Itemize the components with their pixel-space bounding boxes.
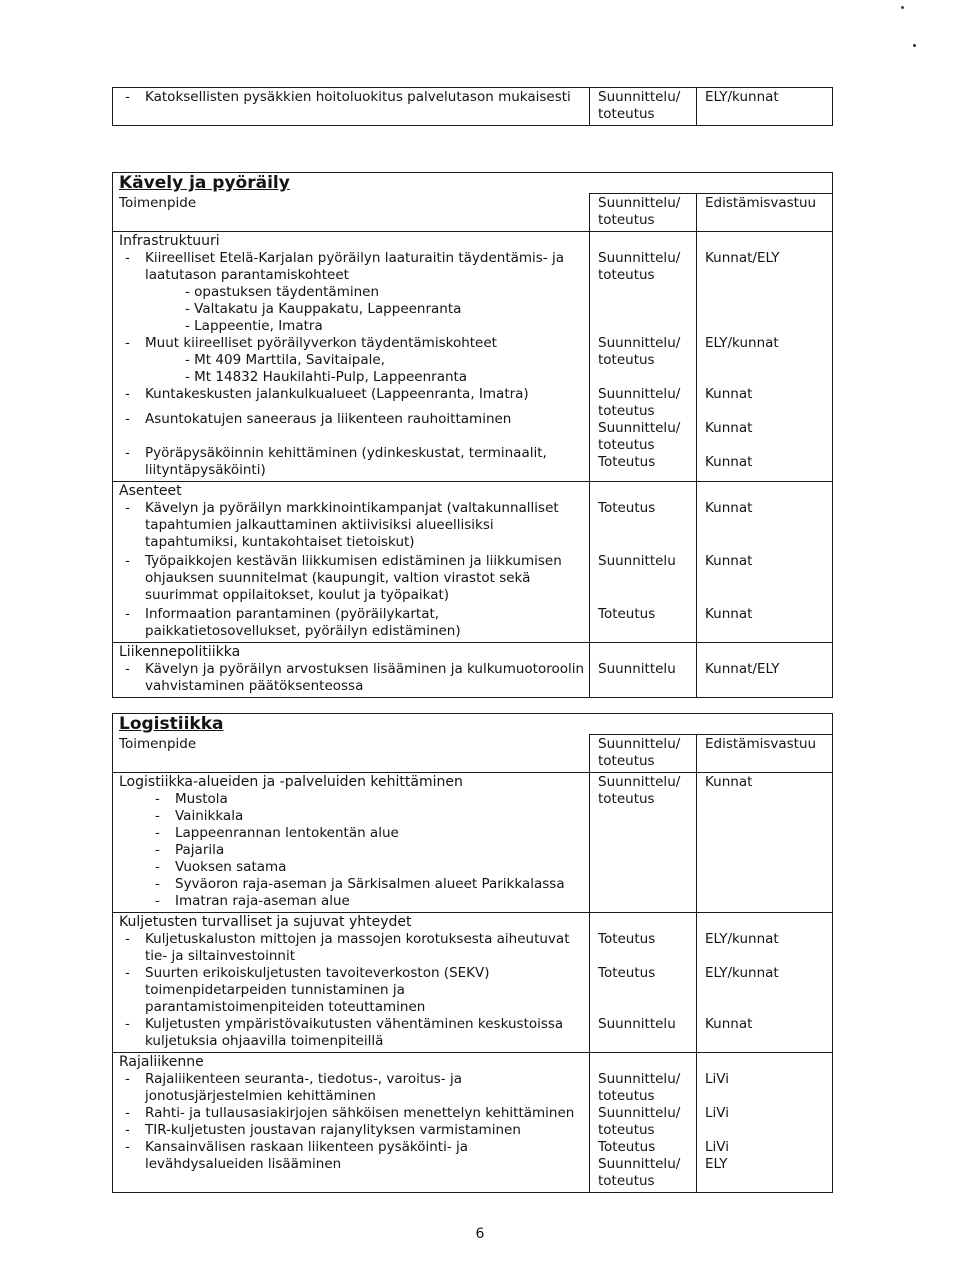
table-row (113, 88, 833, 126)
phase-cell: Suunnittelu/ toteutus Suunnittelu/ toteutus Suunnittelu/ toteutus Suunnittelu/ toteutus Toteutus (590, 232, 697, 482)
list-item: - Kuntakeskusten jalankulkualueet (Lappeenranta, Imatra) (119, 386, 585, 403)
col-header-phase: Suunnittelu/ toteutus (590, 735, 697, 773)
list-item: - Imatran raja-aseman alue (149, 893, 585, 910)
responsible-cell: LiVi LiVi LiVi ELY (697, 1053, 833, 1193)
top-table (112, 87, 833, 126)
list-item: - Rajaliikenteen seuranta-, tiedotus-, varoitus- ja jonotusjärjestelmien kehittäminen (119, 1071, 585, 1105)
col-header-action: Toimenpide (113, 194, 590, 232)
list-item: - Suurten erikoiskuljetusten tavoiteverkoston (SEKV) toimenpidetarpeiden tunnistaminen ja parantamistoimenpiteiden toteuttaminen (119, 965, 585, 1016)
subsection-heading: Asenteet (119, 483, 182, 499)
header-row (113, 194, 833, 232)
list-item: - Kiireelliset Etelä-Karjalan pyöräilyn laaturaitin täydentämis- ja laatutason parantamiskohteet - opastuksen täydentäminen - Valtakatu ja Kauppakatu, Lappeenranta - Lappeentie, Imatra (119, 250, 585, 335)
list-item: - Kävelyn ja pyöräilyn arvostuksen lisääminen ja kulkumuotoroolin vahvistaminen päätöksenteossa (119, 661, 585, 695)
responsible-cell: Kunnat/ELY ELY/kunnat Kunnat Kunnat Kunnat (697, 232, 833, 482)
list-item: - Kävelyn ja pyöräilyn markkinointikampanjat (valtakunnalliset tapahtumien jalkauttaminen aktiivisiksi alueellisiksi tapahtumiksi, kuntakohtaiset tietoiskut) (119, 500, 585, 551)
responsible-cell: ELY/kunnat (697, 88, 833, 126)
section-title-row (113, 173, 833, 194)
subsection-heading: Logistiikka-alueiden ja -palveluiden kehittäminen (119, 774, 463, 790)
responsible-cell: Kunnat/ELY (697, 643, 833, 698)
header-row (113, 735, 833, 773)
subsection-row (113, 482, 833, 643)
subsection-row (113, 643, 833, 698)
phase-cell: Suunnittelu/ toteutus (590, 773, 697, 913)
section-title: Logistiikka (119, 714, 224, 734)
phase-cell: Suunnittelu/ toteutus (590, 88, 697, 126)
subsection-row (113, 232, 833, 482)
phase-cell: Toteutus Toteutus Suunnittelu (590, 913, 697, 1053)
list-item: - TIR-kuljetusten joustavan rajanylityksen varmistaminen (119, 1122, 585, 1139)
list-item: - Vuoksen satama (149, 859, 585, 876)
list-item: - Informaation parantaminen (pyöräilykartat, paikkatietosovellukset, pyöräilyn edistäminen) (119, 606, 585, 640)
subsection-row (113, 913, 833, 1053)
list-item: - Pyöräpysäköinnin kehittäminen (ydinkeskustat, terminaalit, liityntäpysäköinti) (119, 445, 585, 479)
section-title: Kävely ja pyöräily (119, 173, 290, 193)
list-item: - Muut kiireelliset pyöräilyverkon täydentämiskohteet - Mt 409 Marttila, Savitaipale, - Mt 14832 Haukilahti-Pulp, Lappeenranta (119, 335, 585, 386)
subsection-row (113, 1053, 833, 1193)
list-item: - Työpaikkojen kestävän liikkumisen edistäminen ja liikkumisen ohjauksen suunnitelmat (kaupungit, valtion virastot sekä suurimmat oppilaitokset, koulut ja työpaikat) (119, 553, 585, 604)
subsection-heading: Rajaliikenne (119, 1054, 204, 1070)
list-item: - Mustola (149, 791, 585, 808)
action-text: - Katoksellisten pysäkkien hoitoluokitus palvelutason mukaisesti (119, 89, 585, 106)
list-item: - Vainikkala (149, 808, 585, 825)
col-header-phase: Suunnittelu/ toteutus (590, 194, 697, 232)
walking-cycling-table (112, 172, 833, 698)
col-header-responsible: Edistämisvastuu (697, 194, 833, 232)
subsection-heading: Infrastruktuuri (119, 233, 220, 249)
list-item: - Kuljetuskaluston mittojen ja massojen korotuksesta aiheutuvat tie- ja siltainvestoinnit (119, 931, 585, 965)
page-number: 6 (475, 1226, 485, 1242)
list-item: - Syväoron raja-aseman ja Särkisalmen alueet Parikkalassa (149, 876, 585, 893)
list-item: - Asuntokatujen saneeraus ja liikenteen rauhoittaminen (119, 411, 585, 428)
col-header-responsible: Edistämisvastuu (697, 735, 833, 773)
list-item: - Lappeenrannan lentokentän alue (149, 825, 585, 842)
list-item: - Kuljetusten ympäristövaikutusten vähentäminen keskustoissa kuljetuksia ohjaavilla toimenpiteillä (119, 1016, 585, 1050)
subsection-row (113, 773, 833, 913)
scan-speck (901, 6, 904, 9)
list-item: - Rahti- ja tullausasiakirjojen sähköisen menettelyn kehittäminen (119, 1105, 585, 1122)
col-header-action: Toimenpide (113, 735, 590, 773)
responsible-cell: ELY/kunnat ELY/kunnat Kunnat (697, 913, 833, 1053)
responsible-cell: Kunnat (697, 773, 833, 913)
phase-cell: Suunnittelu/ toteutus Suunnittelu/ toteutus Toteutus Suunnittelu/ toteutus (590, 1053, 697, 1193)
responsible-cell: Kunnat Kunnat Kunnat (697, 482, 833, 643)
subsection-heading: Kuljetusten turvalliset ja sujuvat yhteydet (119, 914, 412, 930)
list-item: - Pajarila (149, 842, 585, 859)
scan-speck (913, 44, 916, 47)
section-title-row (113, 714, 833, 735)
list-item: - Kansainvälisen raskaan liikenteen pysäköinti- ja levähdysalueiden lisääminen (119, 1139, 585, 1173)
logistics-table (112, 713, 833, 1193)
phase-cell: Toteutus Suunnittelu Toteutus (590, 482, 697, 643)
subsection-heading: Liikennepolitiikka (119, 644, 241, 660)
phase-cell: Suunnittelu (590, 643, 697, 698)
